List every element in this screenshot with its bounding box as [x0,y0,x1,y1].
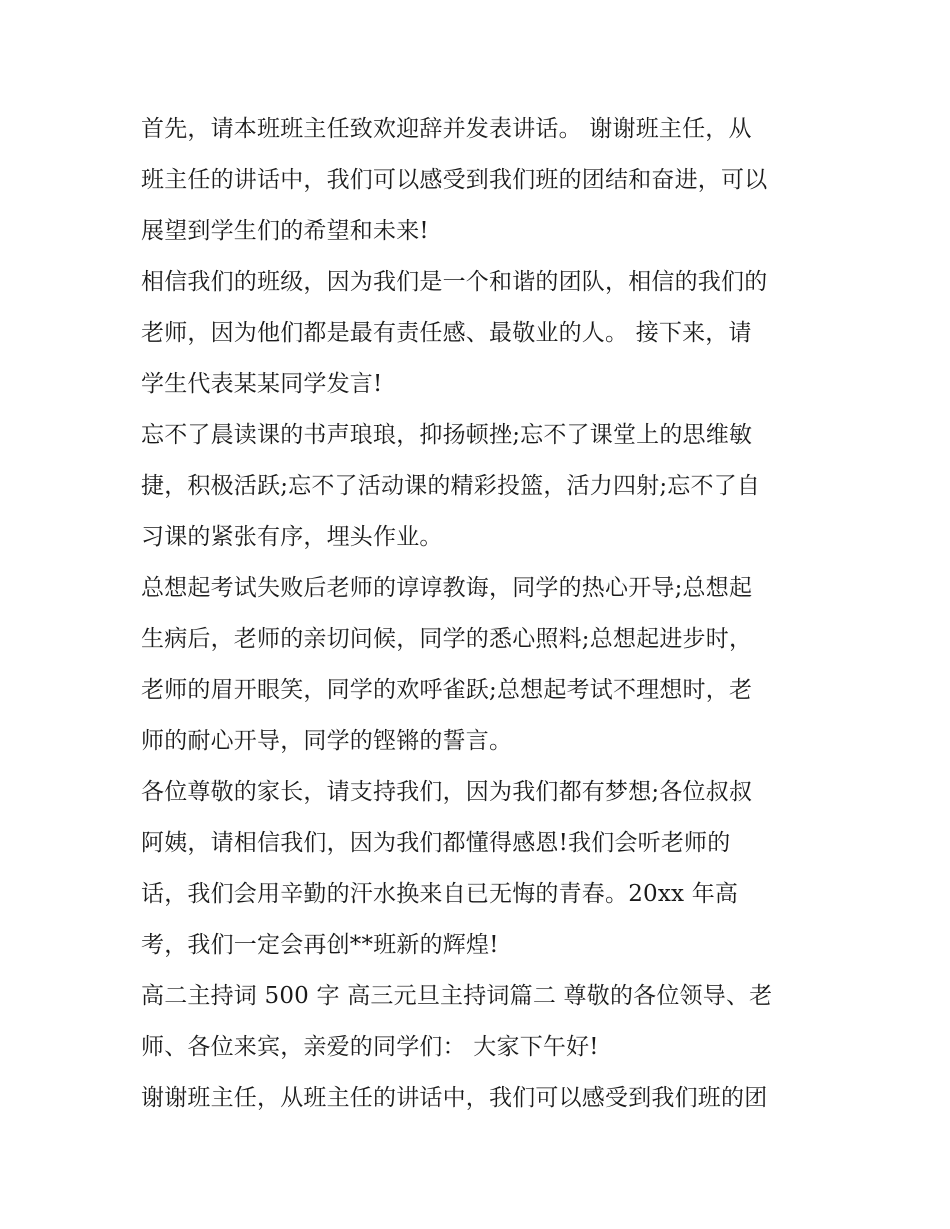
text-line: 生病后，老师的亲切问候，同学的悉心照料;总想起进步时， [141,626,753,652]
text-line: 首先，请本班班主任致欢迎辞并发表讲话。 谢谢班主任，从 [141,116,752,142]
text-line: 老师，因为他们都是最有责任感、最敬业的人。 接下来，请 [141,320,752,346]
text-line: 话，我们会用辛勤的汗水换来自已无悔的青春。20xx 年高 [141,881,739,907]
text-line: 高二主持词 500 字 高三元旦主持词篇二 尊敬的各位领导、老 [141,983,773,1009]
text-line: 班主任的讲话中，我们可以感受到我们班的团结和奋进，可以 [141,167,768,193]
text-line: 谢谢班主任，从班主任的讲话中，我们可以感受到我们班的团 [141,1085,768,1111]
text-line: 师的耐心开导，同学的铿锵的誓言。 [141,728,513,754]
text-line: 相信我们的班级，因为我们是一个和谐的团队，相信的我们的 [141,269,768,295]
text-line: 师、各位来宾，亲爱的同学们： 大家下午好! [141,1034,599,1060]
text-line: 习课的紧张有序，埋头作业。 [141,524,443,550]
text-line: 总想起考试失败后老师的谆谆教诲，同学的热心开导;总想起 [141,575,753,601]
text-line: 展望到学生们的希望和未来! [141,218,429,244]
text-line: 忘不了晨读课的书声琅琅，抑扬顿挫;忘不了课堂上的思维敏 [141,422,753,448]
text-line: 学生代表某某同学发言! [141,371,383,397]
text-line: 捷，积极活跃;忘不了活动课的精彩投篮，活力四射;忘不了自 [141,473,761,499]
document-body [141,104,821,1124]
text-line: 各位尊敬的家长，请支持我们，因为我们都有梦想;各位叔叔 [141,779,753,805]
text-line: 考，我们一定会再创**班新的辉煌! [141,932,499,958]
text-line: 老师的眉开眼笑，同学的欢呼雀跃;总想起考试不理想时，老 [141,677,753,703]
text-line: 阿姨，请相信我们，因为我们都懂得感恩!我们会听老师的 [141,830,731,856]
